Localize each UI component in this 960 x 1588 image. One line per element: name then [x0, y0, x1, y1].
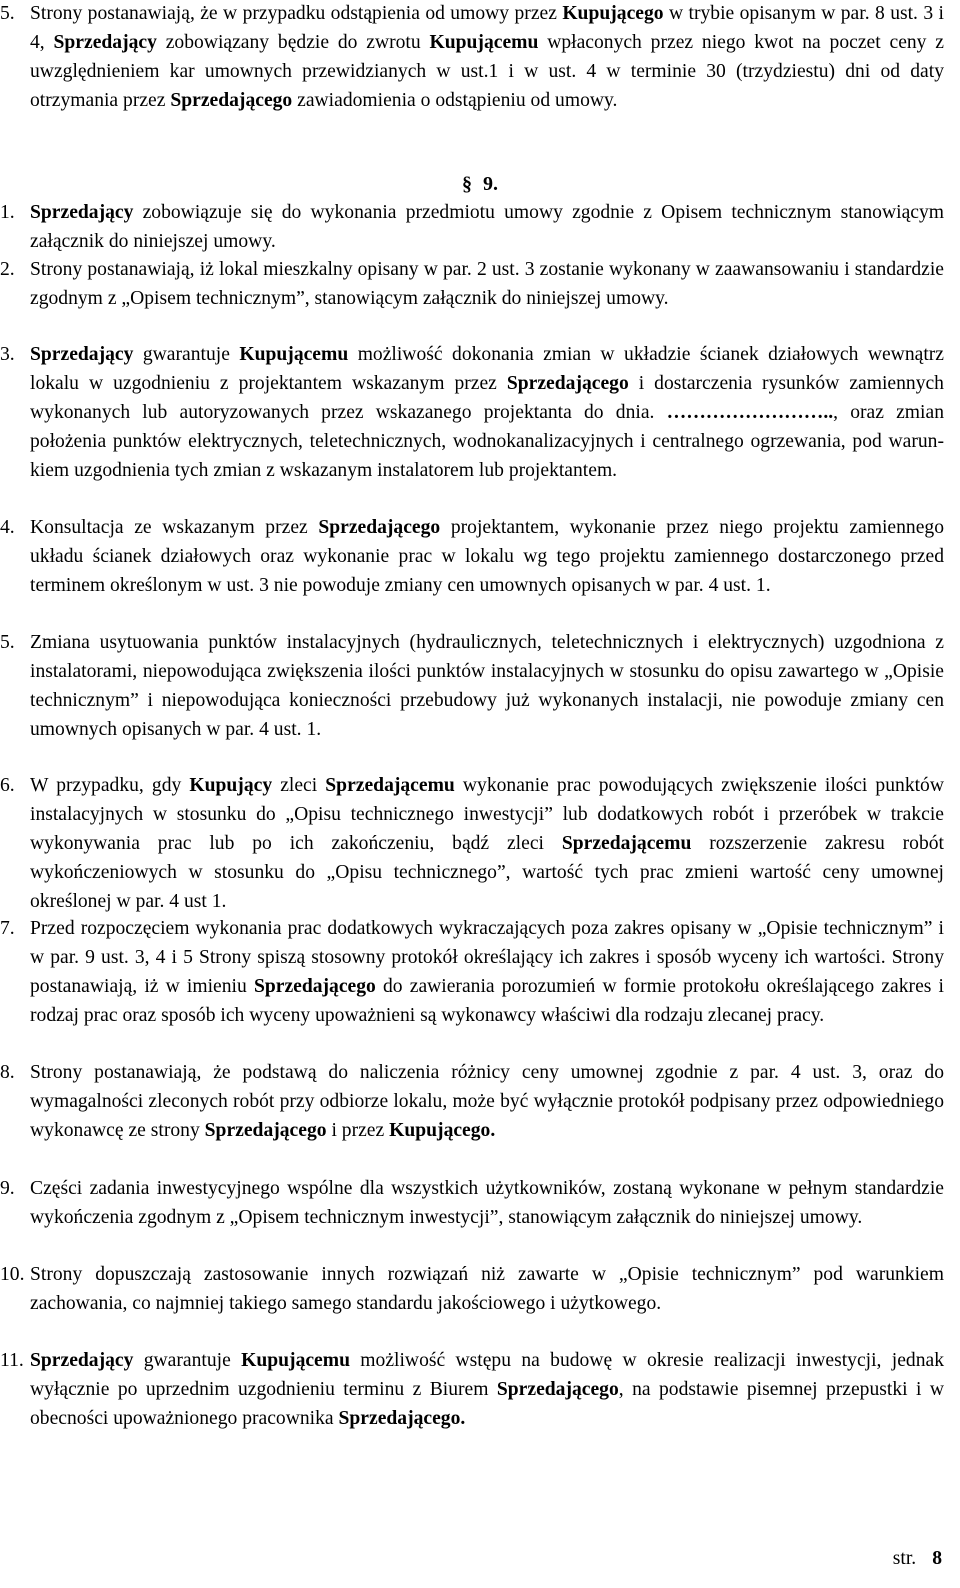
item-number: 6. — [0, 775, 15, 796]
item-number: 1. — [0, 202, 15, 223]
page-number: 8 — [932, 1548, 942, 1569]
item-text: Strony postanawiają, że podstawą do naliczenia różnicy ceny umownej zgodnie z par. 4 ust. 3, oraz do wymagalności zleconych robót przy odbiorze lokalu, może być wyłącznie protokół podpisany przez odpowiedniego wykonawcę ze strony Sprzedającego i przez Kupującego. — [30, 1062, 944, 1141]
section-symbol: § — [462, 173, 472, 195]
item-text: Konsultacja ze wskazanym przez Sprzedającego projektantem, wykonanie przez niego projektu zamiennego układu ścianek działowych oraz wykonanie prac w lokalu wg tego projektu zamiennego dostarczonego przed terminem określonym w ust. 3 nie powoduje zmiany cen umownych opisanych w par. 4 ust. 1. — [30, 517, 944, 596]
item-number: 2. — [0, 259, 15, 280]
prev-paragraph-item — [0, 0, 944, 116]
item-text: Strony dopuszczają zastosowanie innych rozwiązań niż zawarte w „Opisie technicznym” pod warunkiem zachowania, co najmniej takiego samego standardu jakościowego i użytkowego. — [30, 1264, 944, 1314]
section-number: 9. — [483, 173, 498, 195]
list-item — [0, 629, 944, 745]
item-text: Sprzedający gwarantuje Kupującemu możliwość wstępu na budowę w okresie realizacji inwestycji, jednak wyłącznie po uprzednim uzgodnieniu terminu z Biurem Sprzedającego, na podstawie pisemnej przepustki i w obecności upoważnionego pracownika Sprzedającego. — [30, 1350, 944, 1429]
item-text: Części zadania inwestycyjnego wspólne dla wszystkich użytkowników, zostaną wykonane w pełnym standardzie wykończenia zgodnym z „Opisem technicznym inwestycji”, stanowiącym załącznik do niniejszej umowy. — [30, 1178, 944, 1228]
item-number: 8. — [0, 1062, 15, 1083]
item-text: W przypadku, gdy Kupujący zleci Sprzedającemu wykonanie prac powodujących zwiększenie ilości punktów instalacyjnych w stosunku do „Opisu technicznego inwestycji” lub dodatkowych robót i przeróbek w trakcie wykonywania prac lub po ich zakończeniu, bądź zleci Sprzedającemu rozszerzenie zakresu robót wykończeniowych w stosunku do „Opisu technicznego”, wartość tych prac zmieni wartość ceny umownej określonej w par. 4 ust 1. — [30, 775, 945, 912]
list-item — [0, 1261, 944, 1319]
item-number: 11. — [0, 1350, 24, 1371]
item-number: 9. — [0, 1178, 15, 1199]
item-number: 3. — [0, 344, 15, 365]
item-text: Przed rozpoczęciem wykonania prac dodatkowych wykraczających poza zakres opisany w „Opisie technicznym” i w par. 9 ust. 3, 4 i 5 Strony spiszą stosowny protokół określający ich zakres i sposób wyceny ich wartości. Strony postanawiają, iż w imieniu Sprzedającego do zawierania porozumień w formie protokołu określającego zakres i rodzaj prac oraz sposób ich wyceny upoważnieni są wykonawcy właściwi dla rodzaju zlecanej pracy. — [30, 918, 944, 1026]
list-item — [0, 1347, 944, 1434]
item-number: 10. — [0, 1264, 25, 1285]
list-item — [0, 1175, 944, 1233]
item-text: Strony postanawiają, że w przypadku odstąpienia od umowy przez Kupującego w trybie opisanym w par. 8 ust. 3 i 4, Sprzedający zobowiązany będzie do zwrotu Kupującemu wpłaconych przez niego kwot na poczet ceny z uwzględnieniem kar umownych przewidzianych w ust.1 i w ust. 4 w terminie 30 (trzydziestu) dni od daty otrzymania przez Sprzedającego zawiadomienia o odstąpieniu od umowy. — [30, 3, 944, 111]
list-item — [0, 199, 944, 257]
list-item — [0, 514, 944, 601]
list-item — [0, 772, 945, 917]
item-text: Sprzedający zobowiązuje się do wykonania przedmiotu umowy zgodnie z Opisem technicznym stanowiącym załącznik do niniejszej umowy. — [30, 202, 944, 252]
list-item — [0, 1059, 944, 1146]
item-text: Strony postanawiają, iż lokal mieszkalny opisany w par. 2 ust. 3 zostanie wykonany w zaawansowaniu i standardzie zgodnym z „Opisem technicznym”, stanowiącym załącznik do niniejszej umowy. — [30, 259, 944, 309]
list-item — [0, 256, 944, 314]
item-text: Zmiana usytuowania punktów instalacyjnych (hydraulicznych, teletechnicznych i elektrycznych) uzgodniona z instalatorami, niepowodująca zwiększenia ilości punktów instalacyjnych w stosunku do opisu zawartego w „Opisie technicznym” i niepowodująca konieczności przebudowy już wykonanych instalacji, nie powoduje zmiany cen umownych opisanych w par. 4 ust. 1. — [30, 632, 944, 740]
item-text: Sprzedający gwarantuje Kupującemu możliwość dokonania zmian w układzie ścianek działowych wewnątrz lokalu w uzgodnieniu z projektantem wskazanym przez Sprzedającego i dostarczenia rysunków zamiennych wykonanych lub autoryzowanych przez wskazanego projektanta do dnia. …………………….., oraz zmian położenia punktów elektrycznych, teletechnicznych, wodnokanalizacyjnych i centralnego ogrzewania, pod warunkiem uzgodnienia tych zmian z wskazanym instalatorem lub projektantem. — [30, 344, 944, 481]
list-item — [0, 915, 944, 1031]
item-number: 7. — [0, 918, 15, 939]
page-footer — [893, 1545, 942, 1573]
item-number: 4. — [0, 517, 15, 538]
page-label: str. — [892, 1548, 917, 1569]
list-item — [0, 341, 944, 486]
item-number: 5. — [0, 632, 15, 653]
section-heading — [0, 170, 960, 198]
item-number: 5. — [0, 3, 15, 24]
